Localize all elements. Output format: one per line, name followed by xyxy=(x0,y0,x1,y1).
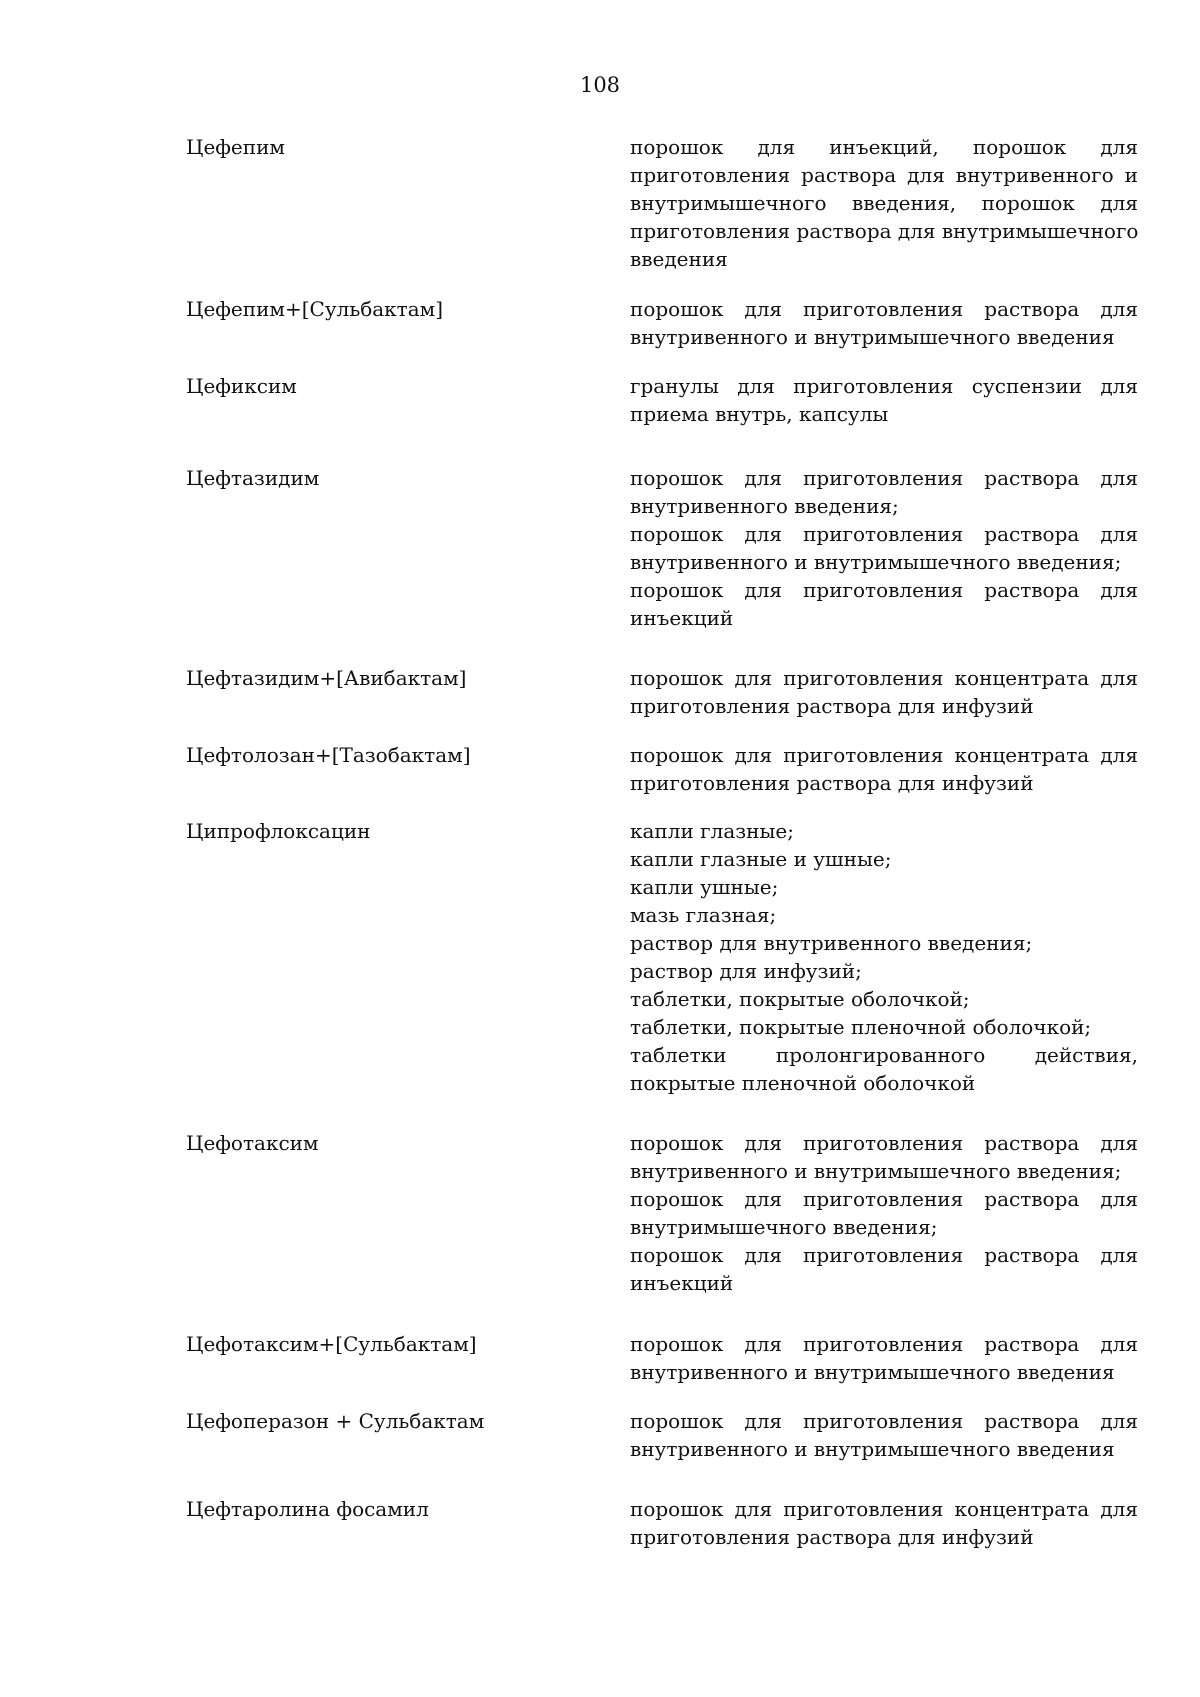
drug-name: Цефоперазон + Сульбактам xyxy=(186,1409,485,1433)
dosage-form-line: приема внутрь, капсулы xyxy=(630,402,889,426)
dosage-form-line: порошок для приготовления концентрата для xyxy=(630,1497,1138,1521)
dosage-form-line: таблетки, покрытые оболочкой; xyxy=(630,987,970,1011)
dosage-forms xyxy=(630,664,1138,720)
dosage-forms xyxy=(630,372,1138,428)
dosage-forms xyxy=(630,295,1138,351)
dosage-form-line: внутривенного и внутримышечного введения xyxy=(630,1360,1115,1384)
drug-name: Цефепим+[Сульбактам] xyxy=(186,297,444,321)
dosage-form-line: порошок для приготовления концентрата для xyxy=(630,666,1138,690)
dosage-form-line: порошок для приготовления раствора для xyxy=(630,297,1138,321)
dosage-form-line: капли ушные; xyxy=(630,875,779,899)
dosage-forms xyxy=(630,1407,1138,1463)
dosage-form-line: порошок для приготовления раствора для xyxy=(630,578,1138,602)
dosage-forms xyxy=(630,1495,1138,1551)
dosage-form-line: порошок для приготовления раствора для xyxy=(630,1409,1138,1433)
dosage-form-line: порошок для приготовления раствора для xyxy=(630,1332,1138,1356)
dosage-form-line: приготовления раствора для инфузий xyxy=(630,771,1034,795)
page-number: 108 xyxy=(579,73,621,97)
dosage-form-line: капли глазные и ушные; xyxy=(630,847,892,871)
drug-name: Цефтолозан+[Тазобактам] xyxy=(186,743,471,767)
dosage-form-line: внутривенного введения; xyxy=(630,494,899,518)
dosage-form-line: порошок для приготовления концентрата для xyxy=(630,743,1138,767)
dosage-form-line: приготовления раствора для инфузий xyxy=(630,694,1034,718)
dosage-form-line: внутривенного и внутримышечного введения xyxy=(630,1437,1115,1461)
dosage-form-line: мазь глазная; xyxy=(630,903,777,927)
dosage-form-line: внутримышечного введения; xyxy=(630,1215,938,1239)
dosage-form-line: приготовления раствора для инфузий xyxy=(630,1525,1034,1549)
dosage-form-line: раствор для инфузий; xyxy=(630,959,862,983)
dosage-forms xyxy=(630,817,1138,1097)
dosage-form-line: внутривенного и внутримышечного введения; xyxy=(630,550,1122,574)
drug-name: Цефтазидим+[Авибактам] xyxy=(186,666,467,690)
drug-name: Цефотаксим+[Сульбактам] xyxy=(186,1332,477,1356)
drug-name: Цефтаролина фосамил xyxy=(186,1497,429,1521)
dosage-form-line: таблетки пролонгированного действия, xyxy=(630,1043,1138,1067)
drug-name: Цефтазидим xyxy=(186,466,320,490)
dosage-form-line: порошок для приготовления раствора для xyxy=(630,466,1138,490)
dosage-form-line: таблетки, покрытые пленочной оболочкой; xyxy=(630,1015,1092,1039)
dosage-forms xyxy=(630,464,1138,632)
dosage-forms xyxy=(630,1330,1138,1386)
drug-name: Цефиксим xyxy=(186,374,297,398)
dosage-form-line: приготовления раствора для внутримышечного xyxy=(630,219,1139,243)
dosage-form-line: внутримышечного введения, порошок для xyxy=(630,191,1138,215)
dosage-form-line: приготовления раствора для внутривенного и xyxy=(630,163,1138,187)
dosage-form-line: порошок для приготовления раствора для xyxy=(630,1187,1138,1211)
dosage-form-line: покрытые пленочной оболочкой xyxy=(630,1071,976,1095)
dosage-form-line: порошок для приготовления раствора для xyxy=(630,522,1138,546)
dosage-form-line: инъекций xyxy=(630,1271,734,1295)
drug-name: Цефепим xyxy=(186,135,285,159)
dosage-form-line: внутривенного и внутримышечного введения xyxy=(630,325,1115,349)
dosage-form-line: введения xyxy=(630,247,728,271)
dosage-form-line: гранулы для приготовления суспензии для xyxy=(630,374,1138,398)
drug-name: Ципрофлоксацин xyxy=(186,819,371,843)
dosage-form-line: порошок для инъекций, порошок для xyxy=(630,135,1138,159)
dosage-form-line: раствор для внутривенного введения; xyxy=(630,931,1033,955)
dosage-form-line: внутривенного и внутримышечного введения; xyxy=(630,1159,1122,1183)
dosage-forms xyxy=(630,133,1138,273)
dosage-form-line: инъекций xyxy=(630,606,734,630)
dosage-forms xyxy=(630,741,1138,797)
dosage-form-line: порошок для приготовления раствора для xyxy=(630,1243,1138,1267)
drug-name: Цефотаксим xyxy=(186,1131,319,1155)
dosage-form-line: порошок для приготовления раствора для xyxy=(630,1131,1138,1155)
dosage-forms xyxy=(630,1129,1138,1297)
dosage-form-line: капли глазные; xyxy=(630,819,794,843)
